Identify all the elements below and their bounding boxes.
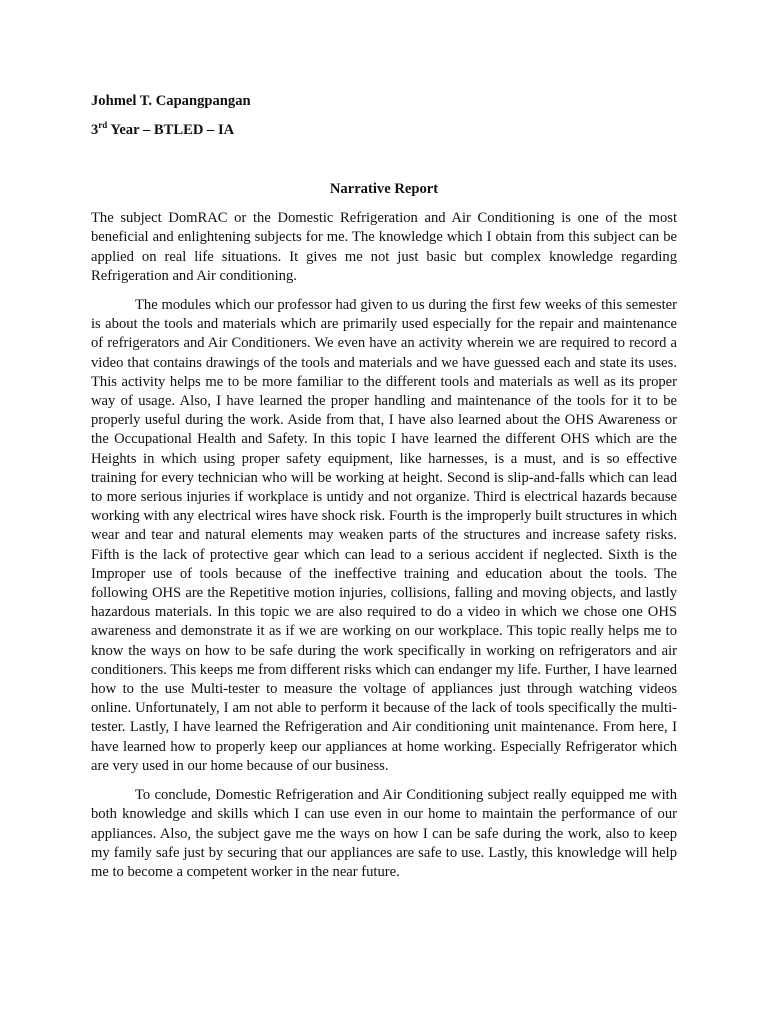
report-title: Narrative Report: [329, 181, 439, 197]
document-body: [91, 92, 677, 882]
year-ordinal-suffix: rd: [98, 120, 108, 131]
year-course-line: [91, 121, 677, 140]
year-course-text: Year – BTLED – IA: [107, 122, 235, 138]
year-number: 3: [91, 122, 99, 138]
paragraph-intro: The subject DomRAC or the Domestic Refrigeration and Air Conditioning is one of the most beneficial and enlightening subjects for me. The knowledge which I obtain from this subject can be applied on real life situations. It gives me not just basic but complex knowledge regarding Refrigeration and Air conditioning.: [91, 210, 677, 284]
paragraph-modules: The modules which our professor had given to us during the first few weeks of this semester is about the tools and materials which are primarily used especially for the repair and maintenance of refrigerators and Air Conditioners. We even have an activity wherein we are required to record a video that contains drawings of the tools and materials and we have guessed each and state its uses. This activity helps me to be more familiar to the different tools and materials as well as its proper way of usage. Also, I have learned the proper handling and maintenance of the tools for it to be properly useful during the work. Aside from that, I have also learned about the OHS Awareness or the Occupational Health and Safety. In this topic I have learned the different OHS which are the Heights in which using proper safety equipment, like harnesses, is a must, and is so effective training for every technician who will be working at height. Second is slip-and-falls which can lead to more serious injuries if workplace is untidy and not organize. Third is electrical hazards because working with any electrical wires have shock risk. Fourth is the improperly built structures in which wear and tear and natural elements may weaken parts of the structures and increase safety risks. Fifth is the lack of protective gear which can lead to a serious accident if neglected. Sixth is the Improper use of tools because of the ineffective training and education about the tools. The following OHS are the Repetitive motion injuries, collisions, falling and moving objects, and lastly hazardous materials. In this topic we are also required to do a video in which we chose one OHS awareness and demonstrate it as if we are working on our workplace. This topic really helps me to know the ways on how to be safe during the work specifically in working on refrigerators and air conditioners. This keeps me from different risks which can endanger my life. Further, I have learned how to the use Multi-tester to measure the voltage of appliances just through watching videos online. Unfortunately, I am not able to perform it because of the lack of tools specifically the multi-tester. Lastly, I have learned the Refrigeration and Air conditioning unit maintenance. From here, I have learned how to properly keep our appliances at home working. Especially Refrigerator which are very used in our home because of our business.: [91, 297, 677, 774]
paragraph-conclusion: To conclude, Domestic Refrigeration and Air Conditioning subject really equipped me with both knowledge and skills which I can use even in our home to maintain the performance of our appliances. Also, the subject gave me the ways on how I can be safe during the work, also to keep my family safe just by securing that our appliances are safe to use. Lastly, this knowledge will help me to become a competent worker in the near future.: [91, 787, 677, 880]
author-name: Johmel T. Capangpangan: [91, 93, 251, 109]
